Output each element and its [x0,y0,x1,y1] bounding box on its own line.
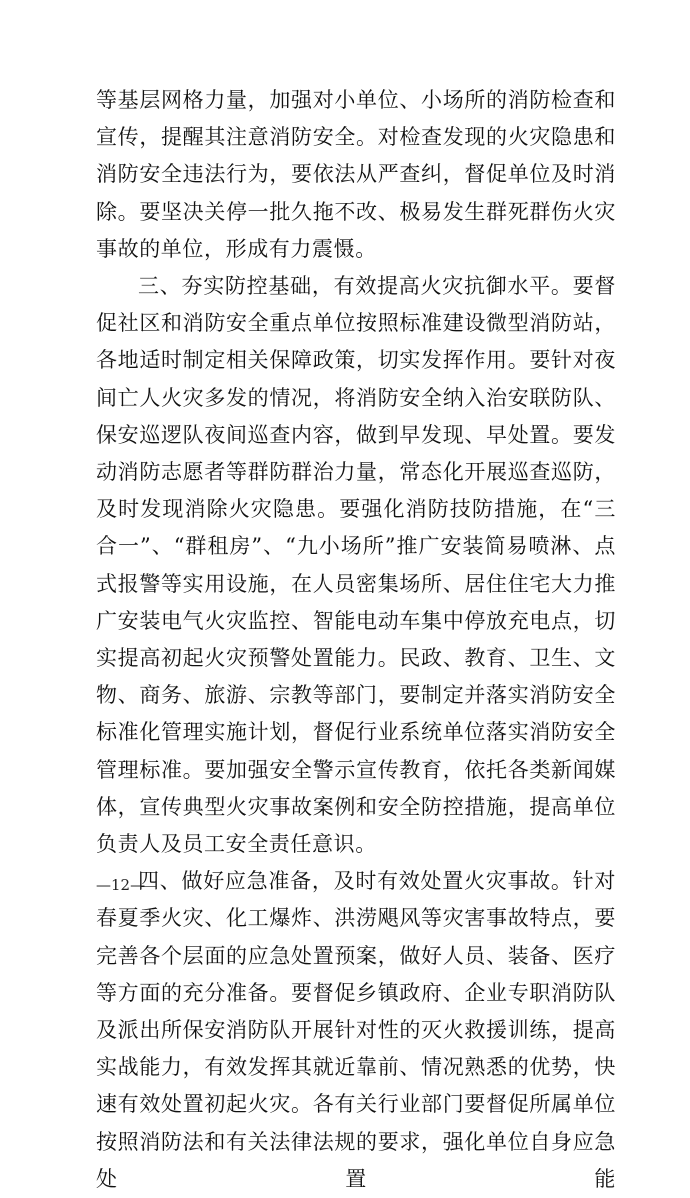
paragraph-2: 三、夯实防控基础，有效提高火灾抗御水平。要督促社区和消防安全重点单位按照标准建设微型消防站，各地适时制定相关保障政策，切实发挥作用。要针对夜间亡人火灾多发的情况，将消防安全纳入治安联防队、保安巡逻队夜间巡查内容，做到早发现、早处置。要发动消防志愿者等群防群治力量，常态化开展巡查巡防，及时发现消除火灾隐患。要强化消防技防措施，在“三合一”、“群租房”、“九小场所”推广安装简易喷淋、点式报警等实用设施，在人员密集场所、居住住宅大力推广安装电气火灾监控、智能电动车集中停放充电点，切实提高初起火灾预警处置能力。民政、教育、卫生、文物、商务、旅游、宗教等部门，要制定并落实消防安全标准化管理实施计划，督促行业系统单位落实消防安全管理标准。要加强安全警示宣传教育，依托各类新闻媒体，宣传典型火灾事故案例和安全防控措施，提高单位负责人及员工安全责任意识。 [96,274,616,857]
paragraph-1: 等基层网格力量，加强对小单位、小场所的消防检查和宣传，提醒其注意消防安全。对检查发现的火灾隐患和消防安全违法行为，要依法从严查纠，督促单位及时消除。要坚决关停一批久拖不改、极易发生群死群伤火灾事故的单位，形成有力震慑。 [96,88,616,261]
paragraph-3: 四、做好应急准备，及时有效处置火灾事故。针对春夏季火灾、化工爆炸、洪涝飓风等灾害事故特点，要完善各个层面的应急处置预案，做好人员、装备、医疗等方面的充分准备。要督促乡镇政府、企业专职消防队及派出所保安消防队开展针对性的灭火救援训练，提高实战能力，有效发挥其就近靠前、情况熟悉的优势，快速有效处置初起火灾。各有关行业部门要督促所属单位按照消防法和有关法律法规的要求，强化单位自身应急处置能 [96,869,616,1191]
page-number: —12— [96,876,146,894]
body-text [96,82,616,1198]
